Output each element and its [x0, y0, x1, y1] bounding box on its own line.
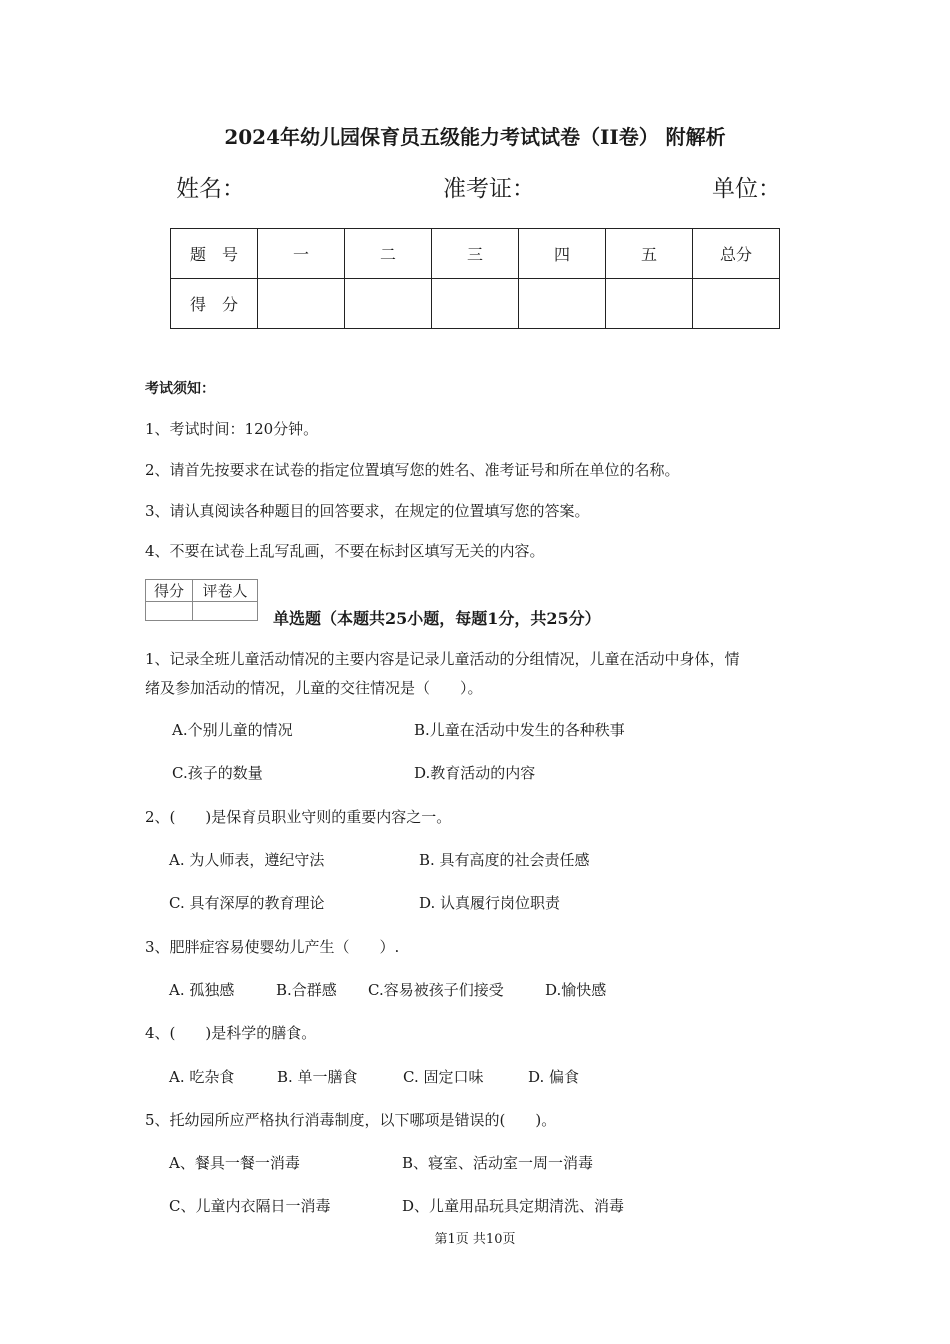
score-cell[interactable] [345, 279, 432, 329]
question-stem: 2、( )是保育员职业守则的重要内容之一。 [145, 808, 452, 826]
grader-score-label: 得分 [146, 580, 193, 602]
question-option[interactable]: C.容易被孩子们接受 [368, 981, 504, 999]
unit-field-label: 单位： [712, 176, 781, 202]
score-cell[interactable] [693, 279, 780, 329]
score-table-header-cell: 五 [606, 229, 693, 279]
section-title: 单选题（本题共25小题，每题1分，共25分） [273, 609, 601, 628]
score-cell[interactable] [432, 279, 519, 329]
score-table-header-cell: 一 [258, 229, 345, 279]
score-table-header-cell: 题 号 [171, 229, 258, 279]
score-cell[interactable] [258, 279, 345, 329]
score-row-label: 得 分 [171, 279, 258, 329]
question-option[interactable]: C. 具有深厚的教育理论 [169, 894, 325, 912]
notice-item: 2、请首先按要求在试卷的指定位置填写您的姓名、准考证号和所在单位的名称。 [145, 461, 680, 479]
name-field-label: 姓名： [176, 176, 245, 202]
score-table-header-cell: 三 [432, 229, 519, 279]
score-table-header-row [171, 229, 780, 279]
grader-name-cell[interactable] [193, 602, 258, 621]
question-option[interactable]: D. 认真履行岗位职责 [419, 894, 561, 912]
question-option[interactable]: D. 偏食 [528, 1068, 580, 1086]
exam-id-field-label: 准考证： [443, 176, 535, 202]
question-stem: 绪及参加活动的情况，儿童的交往情况是（ ）。 [145, 679, 483, 697]
question-stem: 1、记录全班儿童活动情况的主要内容是记录儿童活动的分组情况，儿童在活动中身体，情 [145, 650, 740, 668]
page-title: 2024年幼儿园保育员五级能力考试试卷（II卷） 附解析 [224, 125, 726, 149]
grader-score-cell[interactable] [146, 602, 193, 621]
question-option[interactable]: C、儿童内衣隔日一消毒 [169, 1197, 331, 1215]
notice-item: 1、考试时间：120分钟。 [145, 420, 319, 438]
score-table [170, 228, 780, 329]
notice-item: 3、请认真阅读各种题目的回答要求，在规定的位置填写您的答案。 [145, 502, 590, 520]
question-option[interactable]: D、儿童用品玩具定期清洗、消毒 [402, 1197, 625, 1215]
page-footer: 第1页 共10页 [434, 1232, 516, 1247]
question-stem: 3、肥胖症容易使婴幼儿产生（ ）. [145, 938, 400, 956]
question-option[interactable]: A.个别儿童的情况 [172, 721, 293, 739]
question-option[interactable]: B. 具有高度的社会责任感 [419, 851, 590, 869]
grader-table [145, 579, 258, 621]
question-option[interactable]: C.孩子的数量 [172, 764, 263, 782]
question-option[interactable]: B、寝室、活动室一周一消毒 [402, 1154, 594, 1172]
score-table-score-row [171, 279, 780, 329]
question-option[interactable]: A. 为人师表，遵纪守法 [169, 851, 325, 869]
question-option[interactable]: A. 吃杂食 [169, 1068, 235, 1086]
notice-heading: 考试须知： [145, 381, 215, 397]
score-table-header-cell: 总分 [693, 229, 780, 279]
question-option[interactable]: B. 单一膳食 [277, 1068, 358, 1086]
grader-name-label: 评卷人 [193, 580, 258, 602]
question-option[interactable]: B.儿童在活动中发生的各种秩事 [414, 721, 625, 739]
score-table-header-cell: 二 [345, 229, 432, 279]
question-option[interactable]: A、餐具一餐一消毒 [169, 1154, 300, 1172]
score-cell[interactable] [519, 279, 606, 329]
question-option[interactable]: D.愉快感 [545, 981, 607, 999]
score-cell[interactable] [606, 279, 693, 329]
question-stem: 5、托幼园所应严格执行消毒制度，以下哪项是错误的( )。 [145, 1111, 557, 1129]
question-option[interactable]: B.合群感 [276, 981, 337, 999]
question-option[interactable]: C. 固定口味 [403, 1068, 484, 1086]
question-option[interactable]: A. 孤独感 [169, 981, 235, 999]
notice-item: 4、不要在试卷上乱写乱画，不要在标封区填写无关的内容。 [145, 542, 545, 560]
question-option[interactable]: D.教育活动的内容 [414, 764, 536, 782]
score-table-header-cell: 四 [519, 229, 606, 279]
question-stem: 4、( )是科学的膳食。 [145, 1024, 317, 1042]
